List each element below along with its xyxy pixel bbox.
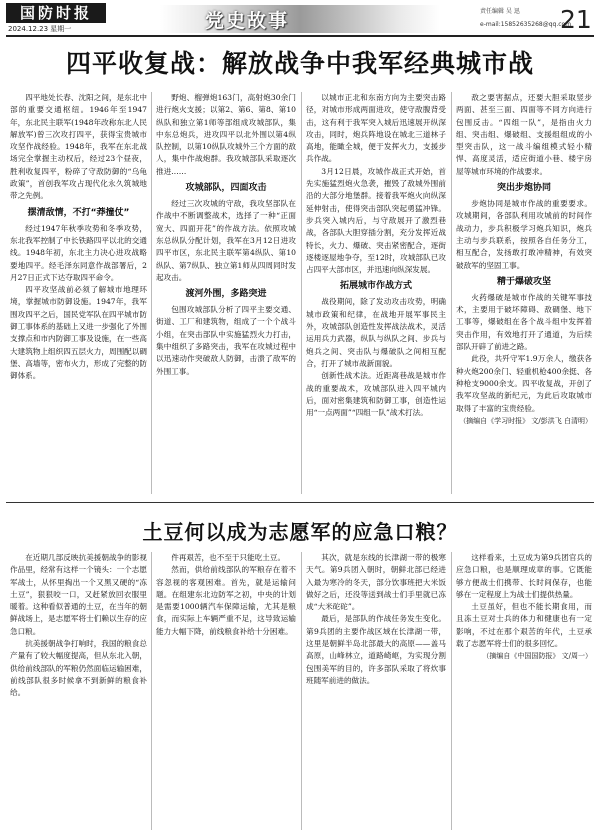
paragraph: 创新性战术法。近距离巷战是城市作战的重要战术，攻城部队进入四平城内后，面对密集建筑和防御工事，创造性运用“一点两面”“四组一队”战术打法。 (306, 371, 446, 418)
column-divider (151, 92, 152, 494)
article1-column-4 (456, 92, 592, 494)
section-title: 党史故事 (205, 10, 290, 32)
article2-source-credit: （摘编自《中国国防报》 文/周一） (482, 652, 592, 661)
paragraph: 然而，供给前线部队的军粮存在着不容忽视的客观困难。首先，就是运输问题。在组建东北边防军之初，中央的计划是需要1000辆汽车保障运输，尤其是粮食，而实际上车辆严重不足，这导致运输能力大幅下降，前线粮食补给十分困难。 (156, 565, 296, 636)
paragraph: 四平地处长春、沈阳之间，是东北中部的重要交通枢纽。1946年至1947年，东北民主联军(1948年改称东北人民解放军)曾三次攻打四平，获得宝贵城市攻坚作战经验。1948年，我军在东北战场完全掌握主动权后，经过23个昼夜，胜利收复四平，粉碎了守敌防御的“乌龟政策”，首创我军攻占现代化永久筑城地带之先例。 (10, 93, 147, 201)
page-number: 21 (560, 5, 592, 34)
paragraph: 经过三次攻城的守敌，我攻坚部队在作战中不断调整战术，选择了一种“正面宽大、四面开花”的作战方法。依照攻城东总纵队分配计划，我军在3月12日进攻四平市区，东北民主联军第4纵队、第10纵队、第7纵队、独立第1师从四周同时发起攻击。 (156, 199, 296, 282)
masthead-divider (6, 35, 594, 37)
paragraph: 件再艰苦，也不至于只能吃土豆。 (171, 553, 286, 562)
paragraph: 敌之要害据点，还要大胆采取竖步两面、甚至三面、四面等不同方向进行包围反击。“四组一队”，是指由火力组、突击组、爆破组、支援组组成的小型突击队，这一战斗编组模式轻小精悍、高度灵活，适应街道小巷、楼宇房屋等城市环境的作战要求。 (456, 93, 592, 176)
section-banner (160, 5, 440, 33)
article1-column-1 (10, 92, 147, 494)
paragraph: 3月12日晨，攻城作战正式开始，首先实施猛烈炮火急袭，摧毁了敌城外围前沿的大部分地堡群。接着我军炮火向纵深延伸射击，使得突击部队突起勇猛冲锋。步兵突入城内后，与守敌展开了激烈巷战，各部队大胆穿插分割，充分发挥近战特长，火力、爆破、突击紧密配合，逐街逐楼逐屋地争夺，至12时，攻城部队已攻占四平大部市区，并迅速向纵深发展。 (306, 166, 446, 275)
article2-column-2 (156, 552, 296, 830)
editor-credit: 责任编辑 吴 迅 (480, 8, 520, 15)
column-divider (301, 92, 302, 494)
paragraph: 野炮、榴弹炮163门，高射炮30余门进行炮火支援；以第2、第6、第8、第10纵队和独立第1师等部组成攻城部队，集中东总炮兵，进攻四平以北外围以第4纵队控制，以第10纵队攻城外三个方面的敌人，集中作战炮群。我攻城部队采取逐次推进…… (156, 93, 296, 176)
newspaper-logo: 国防时报 (6, 3, 106, 23)
column-divider (301, 552, 302, 830)
paragraph: 经过1947年秋季攻势和冬季攻势，东北我军控制了中长铁路四平以北的交通线。1948年初，东北主力决心进攻战略要地四平。经毛泽东同意作战部署后，2月27日正式下达夺取四平命令。 (10, 223, 147, 282)
subheading: 精于爆破攻坚 (496, 276, 551, 287)
subheading: 突出步炮协同 (496, 183, 551, 194)
paragraph: 土豆虽好，但也不能长期食用，而且冻土豆对士兵的体力和健康也有一定影响，不过在那个艰苦的年代，土豆承载了志愿军将士们的很多回忆。 (456, 602, 592, 649)
masthead (0, 0, 600, 36)
article1-column-2 (156, 92, 296, 494)
article1-column-3 (306, 92, 446, 494)
paragraph: 包围攻城部队分析了四平主要交通、街道、工厂和建筑物，组成了一个个战斗小组，在突击部队中实施猛烈火力打击，集中组织了多路突击，我军在攻城过程中以迅速动作突破敌人防御，击溃了敌军的外围工事。 (156, 305, 296, 376)
paragraph: 战役期间，除了发动攻击攻势，明确城市政策和纪律，在战地开展军事民主外，攻城部队创造性发挥战法战术，灵活运用兵力武器，纵队与纵队之间、步兵与炮兵之间、突击队与爆破队之间相互配合，打开了城市战新面貌。 (306, 297, 446, 368)
subheading: 渡河外围，多路突进 (185, 289, 267, 300)
paragraph: 火药爆破是城市作战的关键军事技术，主要用于破坏障碍、敌碉堡、地下工事等，爆破组在各个战斗组中发挥着突击作用，有效地打开了通道，为后续部队开辟了前进之路。 (456, 292, 592, 352)
column-divider (151, 552, 152, 830)
paragraph: 步炮协同是城市作战的重要要求。攻城期间，各部队利用攻城前的时间作战动力，步兵积极学习炮兵知识，炮兵主动与步兵联系，按照各自任务分工，相互配合，发扬敢打敢冲精神，有效突破敌军的坚固工事。 (456, 199, 592, 270)
article-separator (6, 502, 594, 503)
paragraph: 其次，就是东线的长津湖一带的极寒天气。第9兵团入朝时，朝鲜北部已经进入最为寒冷的冬天，部分饮事班把大米饭做好之后，还没等送到战士们手里就已冻成“大米砣砣”。 (306, 553, 446, 612)
column-divider (451, 552, 452, 830)
subheading: 摆清敌情，不打“莽撞仗” (27, 207, 130, 218)
column-divider (451, 92, 452, 494)
paragraph: 最后，是部队的作战任务发生变化。第9兵团的主要作战区域在长津湖一带，这里是朝鲜半岛北部最大的高原——盖马高原，山峰林立，道路崎岖，为实现分割包围美军的目的，许多部队采取了将炊事班随军前进的做法。 (306, 614, 446, 685)
article2-column-1 (10, 552, 147, 830)
subheading: 拓展城市作战方式 (339, 281, 412, 292)
paragraph: 在近期几部反映抗美援朝战争的影视作品里，经常有这样一个镜头：一个志愿军战士，从怀里掏出一个又黑又硬的“冻土豆”，狠狠咬一口，又赶紧放回衣服里暖着。这种看似普通的土豆，在当年的朝鲜战场上，是志愿军将士们赖以生存的应急口粮。 (10, 553, 147, 636)
paragraph: 抗美援朝战争打响时，我国的粮食总产量有了较大幅度提高，但从东北入朝，供给前线部队的军粮仍然面临运输困难，前线部队很多时候拿不到新鲜的粮食补给。 (10, 639, 147, 698)
paragraph: 这样看来，土豆成为第9兵团官兵的应急口粮，也是顺理成章的事。它既能够方便战士们携带、长时间保存，也能够在一定程度上为战士们提供热量。 (456, 553, 592, 599)
article1-headline: 四平收复战：解放战争中我军经典城市战 (65, 49, 534, 78)
article1-source-credit: （摘编自《学习时报》 文/彭洪飞 白清明） (459, 416, 592, 425)
article2-headline: 土豆何以成为志愿军的应急口粮？ (142, 520, 458, 544)
editor-email: e-mail:15852635268@qq.com (480, 21, 572, 28)
paragraph: 四平攻坚战前必须了解城市地理环境，掌握城市防御设施。1947年，我军围攻四平之后，国民党军队在四平城市防御工事体系的基础上又进一步强化了外围支撑点和市内防御工事及设施，在一些高大建筑物上组织四五层火力，周围配以碉堡、高墙等，密布火力，形成了完整的防御体系。 (10, 285, 147, 381)
article2-column-3 (306, 552, 446, 830)
paragraph: 此役，共歼守军1.9万余人，缴获各种火炮200余门、轻重机枪400余挺、各种枪支9000余支。四平收复战，开创了我军攻坚战的新纪元，为此后攻取城市取得了丰富的宝贵经验。 (456, 354, 592, 413)
issue-date: 2024.12.23 星期一 (8, 25, 72, 33)
subheading: 攻城部队，四面攻击 (185, 183, 267, 194)
article2-column-4 (456, 552, 592, 830)
paragraph: 以城市正北和东南方向为主要突击路径，对城市形成两面进攻，使守敌腹背受击，这有利于我军突入城后迅速展开纵深攻击，同时，炮兵阵地设在城北三道林子高地，能瞰全城，便于发挥火力，支援步兵作战。 (306, 93, 446, 164)
